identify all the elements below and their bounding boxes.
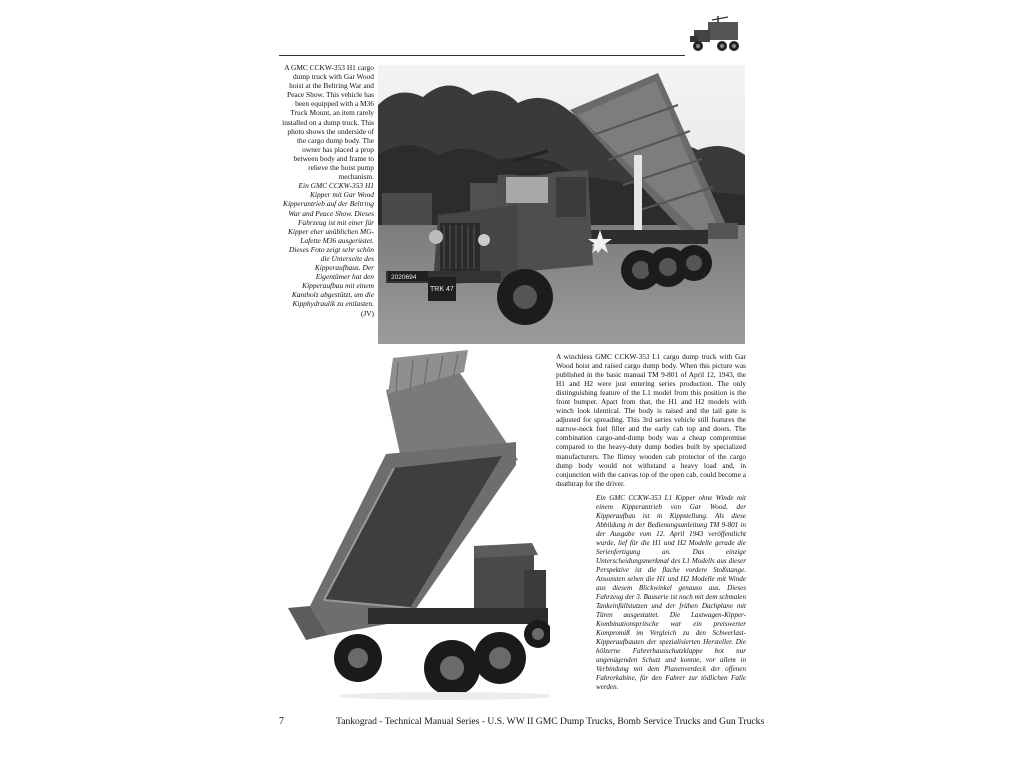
page-number: 7 [279, 716, 284, 727]
caption-top [279, 63, 374, 318]
photo-dump-truck-show [378, 65, 745, 344]
caption-bottom-german: Ein GMC CCKW-353 L1 Kipper ohne Winde mit einem Kipperantrieb von Gar Wood, der Kipperaufbau ist in Kippstellung. Als diese Abbildung in der Bedienungsanleitung TM 9-801 in der Ausgabe vom 12. April 1943 veröffentlicht wurde, lief für die H1 und H2 Modelle gerade die Serienfertigung an. Das einzige Unterscheidungsmerkmal des L1 Modells aus dieser Perspektive ist die flache vordere Stoßstange. Ansonsten sehen die H1 und H2 Modelle mit Winde aus diesem Blickwinkel genauso aus. Dieses Fahrzeug der 3. Bauserie ist noch mit dem schmalen Tankeinfüllstutzen und der frühen Dachplane mit Türen ausgestattet. Die Lastwagen-Kipper-Kombinationspritsche war ein preiswerter Kompromiß im Vergleich zu den Schwerlast-Kipperaufbauten der spezialisierten Hersteller. Die hölzerne Fahrerhausschutzklappe bot nur ungenügenden Schutz und konnte, vor allem in Verbindung mit dem Planenverdeck der offenen Fahrerkabine, für den Fahrer zur tödlichen Falle werden. [596, 494, 746, 691]
photo-bottom-illustration [288, 350, 550, 702]
photo-l1-dump-truck [288, 350, 550, 702]
header-rule [279, 55, 685, 56]
plate-right: TRK 47 [430, 286, 454, 293]
caption-top-credit: (JV) [360, 308, 374, 318]
caption-bottom-english: A winchless GMC CCKW-353 L1 cargo dump truck with Gar Wood hoist and raised cargo dump body. When this picture was published in the basic manual TM 9-801 of April 12, 1943, the H1 and H2 were just entering series production. The only distinguishing feature of the L1 model from this position is the front bumper. Apart from that, the H1 and H2 models with winch look identical. The body is raised and the tail gate is adjusted for spreading. This 3rd series vehicle still features the narrow-neck fuel filler and the early cab top and doors. The combination cargo-and-dump body was a cheap compromise compared to the heavy-duty dump bodies built by specialized manufacturers. The flimsy wooden cab protector of the cargo dump body would not withstand a heavy load and, in conjunction with the canvas top of the open cab, could become a deathtrap for the driver. [556, 352, 746, 488]
plate-left: 2020694 [391, 274, 417, 281]
photo-top-illustration [378, 65, 745, 344]
footer-title: Tankograd - Technical Manual Series - U.S. WW II GMC Dump Trucks, Bomb Service Trucks and Gun Trucks [336, 716, 765, 727]
truck-logo-icon [688, 14, 746, 56]
caption-top-german: Ein GMC CCKW-353 H1 Kipper mit Gar Wood Kipperantrieb auf der Beltring War and Peace Show. Dieses Fahrzeug ist mit einer für Kipper eher unüblichen MG-Lafette M36 ausgerüstet. Dieses Foto zeigt sehr schön die Unterseite des Kipperaufbaus. Der Eigentümer hat den Kipperaufbau mit einem Kantholz abgestützt, um die Kipphydraulik zu entlasten. [283, 181, 374, 309]
caption-top-english: A GMC CCKW-353 H1 cargo dump truck with Gar Wood hoist at the Beltring War and Peace Show. This vehicle has been equipped with a M36 Truck Mount, an item rarely installed on a dump truck. This photo shows the underside of the cargo dump body. The owner has placed a prop between body and frame to relieve the hoist pump mechanism. [282, 63, 374, 182]
